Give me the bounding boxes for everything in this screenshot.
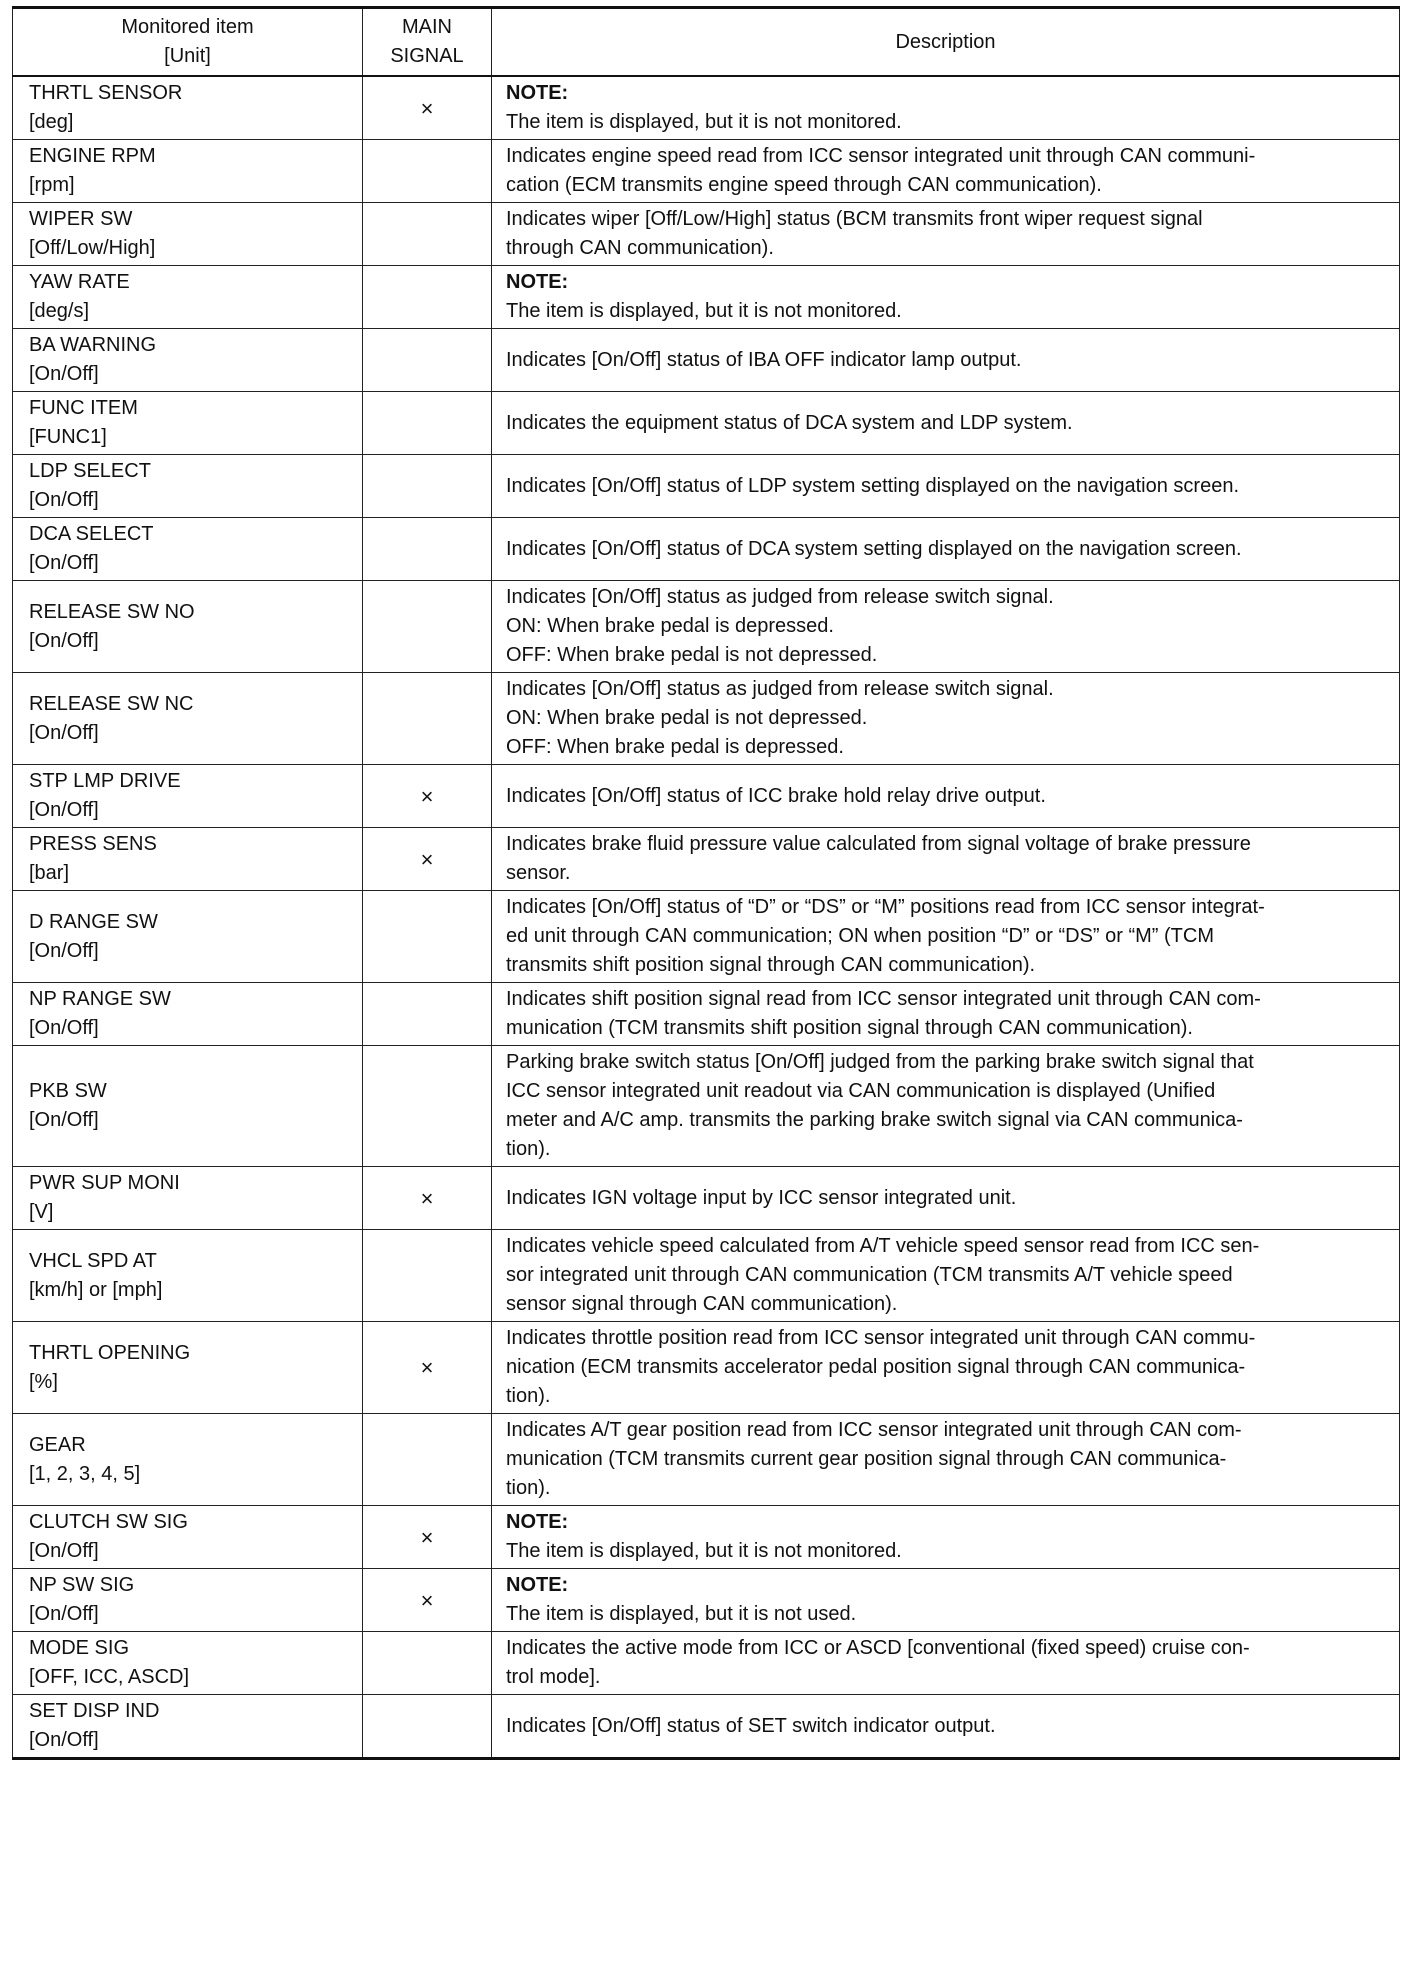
- item-name: THRTL SENSOR: [29, 82, 183, 104]
- table-row: [13, 1632, 1400, 1695]
- header-item-line2: [Unit]: [164, 45, 211, 67]
- item-name: D RANGE SW: [29, 910, 158, 933]
- monitored-item-cell: [13, 828, 363, 891]
- table-row: [13, 518, 1400, 581]
- table-row: [13, 1569, 1400, 1632]
- monitored-item-cell: [13, 203, 363, 266]
- description-cell: [492, 1632, 1400, 1695]
- item-name: THRTL OPENING: [29, 1341, 191, 1364]
- header-main-signal: [363, 8, 492, 77]
- description-line: Indicates brake fluid pressure value calculated from signal voltage of brake pressure: [506, 833, 1251, 855]
- description-line: Indicates wiper [Off/Low/High] status (BCM transmits front wiper request signal: [506, 208, 1203, 230]
- main-signal-cell: ×: [363, 765, 492, 828]
- description-line: ON: When brake pedal is not depressed.: [506, 707, 868, 729]
- monitored-item-cell: [13, 983, 363, 1046]
- item-unit: [On/Off]: [29, 1109, 99, 1131]
- item-name: RELEASE SW NC: [29, 692, 194, 715]
- description-line: OFF: When brake pedal is depressed.: [506, 736, 844, 758]
- item-unit: [bar]: [29, 862, 70, 884]
- item-name: WIPER SW: [29, 208, 133, 230]
- description-line: Indicates [On/Off] status of “D” or “DS” or “M” positions read from ICC sensor integrat-: [506, 896, 1265, 918]
- item-unit: [rpm]: [29, 174, 75, 196]
- header-monitored-item: [13, 8, 363, 77]
- main-signal-cell: [363, 581, 492, 673]
- item-name: PKB SW: [29, 1080, 107, 1102]
- description-line: OFF: When brake pedal is not depressed.: [506, 644, 878, 666]
- main-signal-cell: [363, 1632, 492, 1695]
- table-row: [13, 765, 1400, 828]
- monitored-item-cell: [13, 266, 363, 329]
- description-cell: [492, 581, 1400, 673]
- item-name: NP RANGE SW: [29, 988, 171, 1010]
- main-signal-cell: [363, 1046, 492, 1167]
- monitored-item-cell: [13, 392, 363, 455]
- description-cell: [492, 1506, 1400, 1569]
- header-description: Description: [492, 8, 1400, 77]
- item-unit: [On/Off]: [29, 489, 99, 511]
- item-unit: [V]: [29, 1201, 54, 1223]
- description-cell: [492, 1695, 1400, 1759]
- monitored-item-cell: [13, 1695, 363, 1759]
- description-line: Indicates [On/Off] status of IBA OFF indicator lamp output.: [506, 348, 1022, 371]
- note-label: NOTE:: [506, 1574, 569, 1596]
- monitored-item-cell: [13, 1632, 363, 1695]
- item-unit: [FUNC1]: [29, 426, 107, 448]
- description-cell: [492, 455, 1400, 518]
- table-row: [13, 329, 1400, 392]
- description-line: The item is displayed, but it is not used.: [506, 1603, 857, 1625]
- description-line: Indicates engine speed read from ICC sensor integrated unit through CAN communi-: [506, 145, 1256, 167]
- table-row: [13, 203, 1400, 266]
- description-cell: [492, 1322, 1400, 1414]
- description-cell: [492, 983, 1400, 1046]
- description-line: Indicates vehicle speed calculated from A/T vehicle speed sensor read from ICC sen-: [506, 1235, 1260, 1257]
- item-name: YAW RATE: [29, 271, 130, 293]
- item-name: GEAR: [29, 1433, 86, 1456]
- monitored-item-cell: [13, 891, 363, 983]
- main-signal-cell: [363, 673, 492, 765]
- description-cell: [492, 1230, 1400, 1322]
- table-body: [13, 76, 1400, 1759]
- header-main-line1: MAIN: [402, 16, 452, 38]
- table-row: [13, 1506, 1400, 1569]
- main-signal-cell: ×: [363, 76, 492, 140]
- description-line: tion).: [506, 1385, 551, 1407]
- description-line: The item is displayed, but it is not monitored.: [506, 111, 902, 133]
- item-name: MODE SIG: [29, 1637, 130, 1659]
- description-line: cation (ECM transmits engine speed through CAN communication).: [506, 174, 1102, 196]
- table-row: [13, 828, 1400, 891]
- table-row: [13, 140, 1400, 203]
- table-row: [13, 1414, 1400, 1506]
- description-line: Indicates [On/Off] status as judged from release switch signal.: [506, 586, 1054, 608]
- description-line: trol mode].: [506, 1666, 601, 1688]
- item-unit: [km/h] or [mph]: [29, 1278, 163, 1301]
- monitored-item-cell: [13, 673, 363, 765]
- description-line: meter and A/C amp. transmits the parking brake switch signal via CAN communica-: [506, 1109, 1243, 1131]
- description-cell: [492, 203, 1400, 266]
- description-line: Indicates the active mode from ICC or ASCD [conventional (fixed speed) cruise con-: [506, 1637, 1250, 1659]
- description-cell: [492, 891, 1400, 983]
- monitored-item-cell: [13, 765, 363, 828]
- monitored-item-cell: [13, 1322, 363, 1414]
- description-line: ed unit through CAN communication; ON when position “D” or “DS” or “M” (TCM: [506, 925, 1214, 947]
- item-unit: [On/Off]: [29, 363, 99, 385]
- description-line: The item is displayed, but it is not monitored.: [506, 1540, 902, 1562]
- monitored-item-cell: [13, 1569, 363, 1632]
- item-name: PRESS SENS: [29, 833, 157, 855]
- item-unit: [On/Off]: [29, 1603, 99, 1625]
- item-unit: [1, 2, 3, 4, 5]: [29, 1462, 141, 1485]
- main-signal-cell: ×: [363, 1167, 492, 1230]
- item-name: SET DISP IND: [29, 1700, 160, 1722]
- description-line: Indicates [On/Off] status of ICC brake hold relay drive output.: [506, 784, 1046, 807]
- main-signal-cell: [363, 455, 492, 518]
- item-unit: [Off/Low/High]: [29, 237, 156, 259]
- monitor-item-sheet: [12, 6, 1399, 1760]
- description-line: sor integrated unit through CAN communication (TCM transmits A/T vehicle speed: [506, 1264, 1233, 1286]
- main-signal-cell: [363, 266, 492, 329]
- table-header-row: [13, 8, 1400, 77]
- monitored-item-cell: [13, 329, 363, 392]
- item-name: BA WARNING: [29, 334, 157, 356]
- item-name: CLUTCH SW SIG: [29, 1511, 188, 1533]
- monitor-item-table: [12, 6, 1400, 1760]
- table-row: [13, 266, 1400, 329]
- description-cell: [492, 765, 1400, 828]
- description-line: Indicates throttle position read from ICC sensor integrated unit through CAN commu-: [506, 1327, 1256, 1349]
- description-line: munication (TCM transmits shift position signal through CAN communication).: [506, 1017, 1193, 1039]
- header-main-line2: SIGNAL: [390, 45, 464, 67]
- item-unit: [On/Off]: [29, 629, 99, 652]
- description-line: Indicates the equipment status of DCA system and LDP system.: [506, 411, 1073, 434]
- description-cell: [492, 1167, 1400, 1230]
- item-name: LDP SELECT: [29, 460, 151, 482]
- description-cell: [492, 76, 1400, 140]
- description-cell: [492, 140, 1400, 203]
- item-unit: [On/Off]: [29, 1540, 99, 1562]
- note-label: NOTE:: [506, 271, 569, 293]
- table-row: [13, 673, 1400, 765]
- main-signal-cell: [363, 203, 492, 266]
- monitored-item-cell: [13, 1506, 363, 1569]
- main-signal-cell: [363, 983, 492, 1046]
- table-row: [13, 983, 1400, 1046]
- item-name: RELEASE SW NO: [29, 600, 195, 623]
- description-line: tion).: [506, 1477, 551, 1499]
- table-row: [13, 392, 1400, 455]
- description-line: sensor.: [506, 862, 571, 884]
- description-line: Indicates IGN voltage input by ICC sensor integrated unit.: [506, 1186, 1017, 1209]
- table-row: [13, 1695, 1400, 1759]
- description-line: Indicates shift position signal read from ICC sensor integrated unit through CAN com-: [506, 988, 1261, 1010]
- main-signal-cell: [363, 891, 492, 983]
- description-line: Indicates [On/Off] status as judged from release switch signal.: [506, 678, 1054, 700]
- item-name: FUNC ITEM: [29, 397, 138, 419]
- description-line: tion).: [506, 1138, 551, 1160]
- item-unit: [OFF, ICC, ASCD]: [29, 1666, 190, 1688]
- description-line: Indicates [On/Off] status of LDP system setting displayed on the navigation screen.: [506, 474, 1239, 497]
- description-line: through CAN communication).: [506, 237, 774, 259]
- main-signal-cell: ×: [363, 1506, 492, 1569]
- table-row: [13, 891, 1400, 983]
- description-cell: [492, 673, 1400, 765]
- item-unit: [%]: [29, 1370, 58, 1393]
- item-name: PWR SUP MONI: [29, 1172, 180, 1194]
- note-label: NOTE:: [506, 82, 569, 104]
- item-unit: [On/Off]: [29, 939, 99, 962]
- monitored-item-cell: [13, 140, 363, 203]
- description-cell: [492, 392, 1400, 455]
- item-unit: [On/Off]: [29, 552, 99, 574]
- item-name: DCA SELECT: [29, 523, 154, 545]
- description-line: Parking brake switch status [On/Off] judged from the parking brake switch signal that: [506, 1051, 1254, 1073]
- table-row: [13, 76, 1400, 140]
- header-item-line1: Monitored item: [121, 16, 254, 38]
- main-signal-cell: [363, 392, 492, 455]
- table-row: [13, 1322, 1400, 1414]
- description-cell: [492, 1569, 1400, 1632]
- monitored-item-cell: [13, 581, 363, 673]
- table-row: [13, 581, 1400, 673]
- monitored-item-cell: [13, 1414, 363, 1506]
- item-name: NP SW SIG: [29, 1574, 135, 1596]
- item-name: ENGINE RPM: [29, 145, 156, 167]
- description-line: munication (TCM transmits current gear position signal through CAN communica-: [506, 1448, 1227, 1470]
- note-label: NOTE:: [506, 1511, 569, 1533]
- description-line: ICC sensor integrated unit readout via CAN communication is displayed (Unified: [506, 1080, 1216, 1102]
- description-line: transmits shift position signal through CAN communication).: [506, 954, 1036, 976]
- item-name: VHCL SPD AT: [29, 1249, 157, 1272]
- monitored-item-cell: [13, 1230, 363, 1322]
- main-signal-cell: ×: [363, 1569, 492, 1632]
- description-cell: [492, 828, 1400, 891]
- description-line: sensor signal through CAN communication).: [506, 1293, 898, 1315]
- description-cell: [492, 266, 1400, 329]
- description-cell: [492, 329, 1400, 392]
- table-row: [13, 1046, 1400, 1167]
- main-signal-cell: ×: [363, 828, 492, 891]
- main-signal-cell: ×: [363, 1322, 492, 1414]
- item-name: STP LMP DRIVE: [29, 770, 181, 792]
- item-unit: [On/Off]: [29, 799, 99, 821]
- main-signal-cell: [363, 140, 492, 203]
- item-unit: [deg]: [29, 111, 74, 133]
- monitored-item-cell: [13, 518, 363, 581]
- main-signal-cell: [363, 1695, 492, 1759]
- item-unit: [On/Off]: [29, 1729, 99, 1751]
- description-line: Indicates [On/Off] status of SET switch indicator output.: [506, 1714, 996, 1737]
- table-row: [13, 455, 1400, 518]
- item-unit: [On/Off]: [29, 1017, 99, 1039]
- main-signal-cell: [363, 1414, 492, 1506]
- main-signal-cell: [363, 1230, 492, 1322]
- description-line: Indicates [On/Off] status of DCA system setting displayed on the navigation screen.: [506, 537, 1242, 560]
- item-unit: [deg/s]: [29, 300, 90, 322]
- monitored-item-cell: [13, 455, 363, 518]
- main-signal-cell: [363, 329, 492, 392]
- description-line: The item is displayed, but it is not monitored.: [506, 300, 902, 322]
- main-signal-cell: [363, 518, 492, 581]
- description-line: ON: When brake pedal is depressed.: [506, 615, 834, 637]
- monitored-item-cell: [13, 76, 363, 140]
- table-row: [13, 1230, 1400, 1322]
- description-cell: [492, 1414, 1400, 1506]
- description-cell: [492, 1046, 1400, 1167]
- monitored-item-cell: [13, 1167, 363, 1230]
- description-line: nication (ECM transmits accelerator pedal position signal through CAN communica-: [506, 1356, 1246, 1378]
- description-cell: [492, 518, 1400, 581]
- monitored-item-cell: [13, 1046, 363, 1167]
- description-line: Indicates A/T gear position read from ICC sensor integrated unit through CAN com-: [506, 1419, 1242, 1441]
- item-unit: [On/Off]: [29, 721, 99, 744]
- table-row: [13, 1167, 1400, 1230]
